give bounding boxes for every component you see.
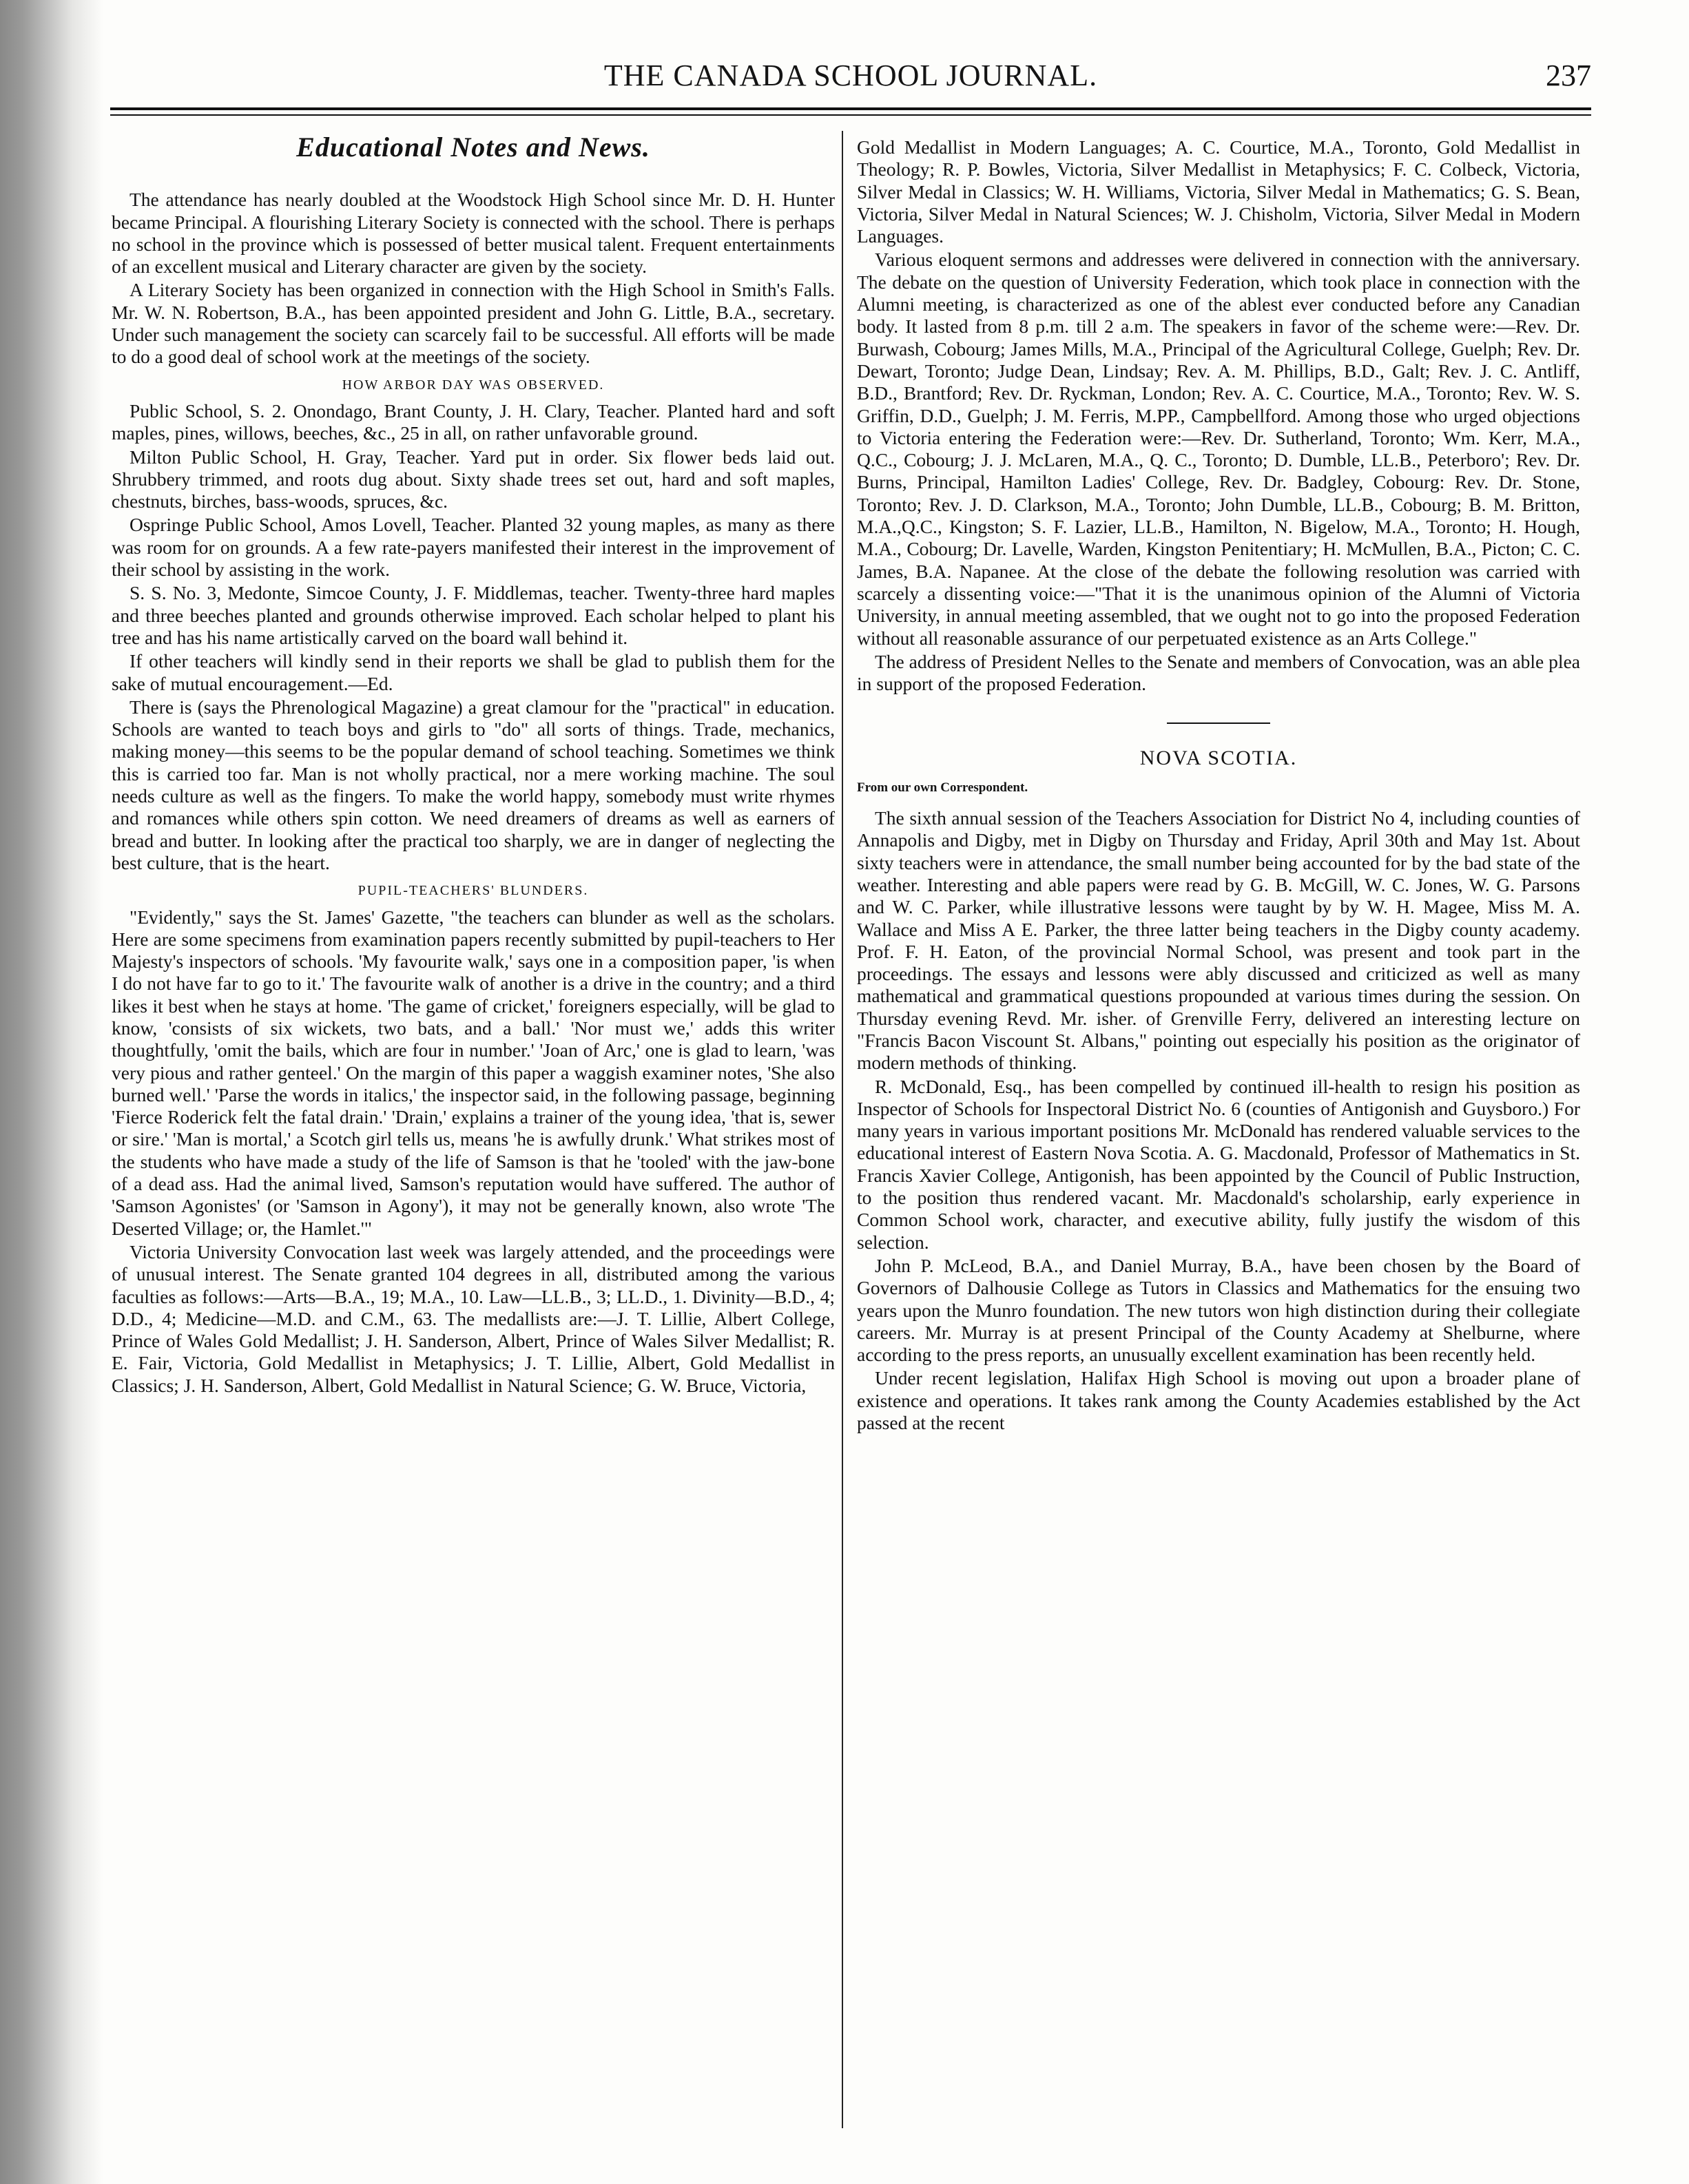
section-separator-rule — [1167, 722, 1270, 724]
column-divider — [842, 131, 843, 2128]
left-column — [112, 132, 835, 1398]
section-title-nova-scotia: NOVA SCOTIA. — [1139, 747, 1298, 770]
paragraph: Under recent legislation, Halifax High School is moving out upon a broader plane of existence and operations. It takes rank among the County Academies established by the Act passed at the recent — [857, 1367, 1580, 1434]
paragraph: John P. McLeod, B.A., and Daniel Murray, B.A., have been chosen by the Board of Governors of Dalhousie College as Tutors in Classics and Mathematics for the ensuing two years upon the Munro foundation. The new tutors won high distinction during their collegiate careers. Mr. Murray is at present Principal of the County Academy at Shelburne, where according to the press reports, an unusually excellent examination has been recently held. — [857, 1254, 1580, 1366]
right-column — [857, 136, 1580, 1435]
paragraph: Gold Medallist in Modern Languages; A. C. Courtice, M.A., Toronto, Gold Medallist in Theology; R. P. Bowles, Victoria, Silver Medallist in Metaphysics; F. C. Colbeck, Victoria, Silver Medal in Classics; W. H. Williams, Victoria, Silver Medal in Mathematics; G. S. Bean, Victoria, Silver Medal in Natural Sciences; W. J. Chisholm, Victoria, Silver Medal in Modern Languages. — [857, 136, 1580, 247]
running-head: THE CANADA SCHOOL JOURNAL. — [603, 59, 1098, 92]
paragraph: There is (says the Phrenological Magazine) a great clamour for the "practical" in education. Schools are wanted to teach boys and girls to "do" all sorts of things. Trade, mechanics, making money—this seems to be the popular demand of school teaching. Sometimes we think this is carried too far. Man is not wholly practical, nor a mere working machine. The soul needs culture as well as the fingers. To make the world happy, somebody must write rhymes and romances while others spin cotton. We need dreamers of dreams as well as earners of bread and butter. In looking after the practical too sharply, we are in danger of neglecting the best culture, that is the heart. — [112, 696, 835, 873]
paragraph: Victoria University Convocation last week was largely attended, and the proceedings were of unusual interest. The Senate granted 104 degrees in all, distributed among the various faculties as follows:—Arts—B.A., 19; M.A., 10. Law—LL.B., 3; LL.D., 1. Divinity—B.D., 4; D.D., 4; Medicine—M.D. and C.M., 63. The medallists are:—J. T. Lillie, Albert College, Prince of Wales Gold Medallist; J. H. Sanderson, Albert, Prince of Wales Silver Medallist; R. E. Fair, Victoria, Gold Medallist in Metaphysics; J. T. Lillie, Albert, Gold Medallist in Classics; J. H. Sanderson, Albert, Gold Medallist in Natural Science; G. W. Bruce, Victoria, — [112, 1240, 835, 1396]
subheading-pupil-teachers-blunders: PUPIL-TEACHERS' BLUNDERS. — [358, 883, 589, 899]
subheading-arbor-day: HOW ARBOR DAY WAS OBSERVED. — [342, 377, 605, 393]
page-number: 237 — [1546, 59, 1591, 92]
header-rule-thick — [110, 107, 1591, 110]
paragraph: Public School, S. 2. Onondago, Brant County, J. H. Clary, Teacher. Planted hard and soft maples, pines, willows, beeches, &c., 25 in all, on rather unfavorable ground. — [112, 399, 835, 444]
paragraph: If other teachers will kindly send in their reports we shall be glad to publish them for the sake of mutual encouragement.—Ed. — [112, 650, 835, 694]
section-title-educational-notes: Educational Notes and News. — [296, 132, 650, 163]
paragraph: "Evidently," says the St. James' Gazette, "the teachers can blunder as well as the scholars. Here are some specimens from examination papers recently submitted by pupil-teachers to Her Majesty's inspectors of schools. 'My favourite walk,' says one in a composition paper, 'is when I do not have far to go to it.' The favourite walk of another is a drive in the country; and a third likes it best when he stays at home. 'The game of cricket,' foreigners especially, will be glad to know, 'consists of six wickets, two bats, and a ball.' 'Nor must we,' adds this writer thoughtfully, 'omit the bails, which are four in number.' 'Joan of Arc,' one is glad to learn, 'was very pious and rather genteel.' On the margin of this paper a waggish examiner notes, 'She also burned well.' 'Parse the words in italics,' the inspector said, in the following passage, beginning 'Fierce Roderick felt the fatal drain.' 'Drain,' explains a trainer of the young idea, 'that is, sewer or sire.' 'Man is mortal,' a Scotch girl tells us, means 'he is awfully drunk.' What strikes most of the students who have made a study of the life of Samson is that he 'tooled' with the jaw-bone of a dead ass. Had the animal lived, Samson's reputation would have suffered. The author of 'Samson Agonistes' (or 'Samson in Agony'), it may not be generally known, also wrote 'The Deserted Village; or, the Hamlet.'" — [112, 906, 835, 1239]
paragraph: A Literary Society has been organized in connection with the High School in Smith's Falls. Mr. W. N. Robertson, B.A., has been appointed president and John G. Little, B.A., secretary. Under such management the society can scarcely fail to be successful. All efforts will be made to do a good deal of school work at the meetings of the society. — [112, 279, 835, 368]
paragraph: The address of President Nelles to the Senate and members of Convocation, was an able plea in support of the proposed Federation. — [857, 650, 1580, 695]
header-rule-thin — [110, 114, 1591, 116]
correspondent-line: From our own Correspondent. — [857, 780, 1028, 795]
paragraph: Various eloquent sermons and addresses were delivered in connection with the anniversary. The debate on the question of University Federation, which took place in connection with the Alumni meeting, is characterized as one of the ablest ever conducted before any Canadian body. It lasted from 8 p.m. till 2 a.m. The speakers in favor of the scheme were:—Rev. Dr. Burwash, Cobourg; James Mills, M.A., Principal of the Agricultural College, Guelph; Rev. Dr. Dewart, Toronto; Judge Dean, Lindsay; Rev. A. M. Phillips, B.D., Galt; Rev. J. C. Antliff, B.D., Brantford; Rev. Dr. Ryckman, London; Rev. A. C. Courtice, M.A., Toronto; Rev. W. S. Griffin, D.D., Guelph; J. M. Ferris, M.PP., Campbellford. Among those who urged objections to Victoria entering the Federation were:—Rev. Dr. Sutherland, Toronto; Wm. Kerr, M.A., Q.C., Cobourg; J. J. McLaren, M.A., Q. C., Toronto; D. Dumble, LL.B., Peterboro'; Rev. Dr. Burns, Principal, Hamilton Ladies' College, Rev. Dr. Badgley, Cobourg: Rev. Dr. Stone, Toronto; Rev. J. D. Clarkson, M.A., Toronto; John Dumble, LL.B., Cobourg; B. M. Britton, M.A.,Q.C., Kingston; S. F. Lazier, LL.B., Hamilton, N. Bigelow, M.A., Toronto; H. Hough, M.A., Cobourg; Dr. Lavelle, Warden, Kingston Penitentiary; H. McMullen, B.A., Picton; C. C. James, B.A. Napanee. At the close of the debate the following resolution was carried with scarcely a dissenting voice:—"That it is the unanimous opinion of the Alumni of Victoria University, in annual meeting assembled, that we ought not to go into the proposed Federation without all reasonable assurance of our perpetuated existence as an Arts College." — [857, 249, 1580, 649]
paragraph: Milton Public School, H. Gray, Teacher. Yard put in order. Six flower beds laid out. Shrubbery trimmed, and roots dug about. Sixty shade trees set out, hard and soft maples, chestnuts, birches, bass-woods, spruces, &c. — [112, 446, 835, 512]
paragraph: S. S. No. 3, Medonte, Simcoe County, J. F. Middlemas, teacher. Twenty-three hard maples and three beeches planted and grounds otherwise improved. Each scholar helped to plant his tree and has his name artistically carved on the board wall behind it. — [112, 582, 835, 648]
paragraph: The attendance has nearly doubled at the Woodstock High School since Mr. D. H. Hunter became Principal. A flourishing Literary Society is connected with the school. There is perhaps no school in the province which is possessed of better musical talent. Frequent entertainments of an excellent musical and Literary character are given by the society. — [112, 189, 835, 278]
paragraph: The sixth annual session of the Teachers Association for District No 4, including counties of Annapolis and Digby, met in Digby on Thursday and Friday, April 30th and May 1st. About sixty teachers were in attendance, the small number being accounted for by the bad state of the weather. Interesting and able papers were read by G. B. McGill, W. C. Jones, W. G. Parsons and W. C. Parker, while illustrative lessons were taught by by W. H. Magee, Miss M. A. Wallace and Miss A E. Parker, the three latter being teachers in the Digby county academy. Prof. F. H. Eaton, of the provincial Normal School, was present and took part in the proceedings. The essays and lessons were ably discussed and criticized as well as many mathematical and grammatical questions propounded at various times during the session. On Thursday evening Revd. Mr. isher. of Grenville Ferry, delivered an interesting lecture on "Francis Bacon Viscount St. Albans," pointing out especially his position as the originator of modern methods of thinking. — [857, 807, 1580, 1074]
paragraph: Ospringe Public School, Amos Lovell, Teacher. Planted 32 young maples, as many as there was room for on grounds. A a few rate-payers manifested their interest in the improvement of their school by assisting in the work. — [112, 514, 835, 581]
paragraph: R. McDonald, Esq., has been compelled by continued ill-health to resign his position as Inspector of Schools for Inspectoral District No. 6 (counties of Antigonish and Guysboro.) For many years in various important positions Mr. McDonald has rendered valuable services to the educational interest of Eastern Nova Scotia. A. G. Macdonald, Professor of Mathematics in St. Francis Xavier College, Antigonish, has been appointed by the Council of Public Instruction, to the position thus rendered vacant. Mr. Macdonald's scholarship, early experience in Common School work, character, and executive ability, fully justify the wisdom of this selection. — [857, 1075, 1580, 1253]
page-header — [110, 58, 1591, 99]
page-binding-shadow — [0, 0, 103, 2184]
